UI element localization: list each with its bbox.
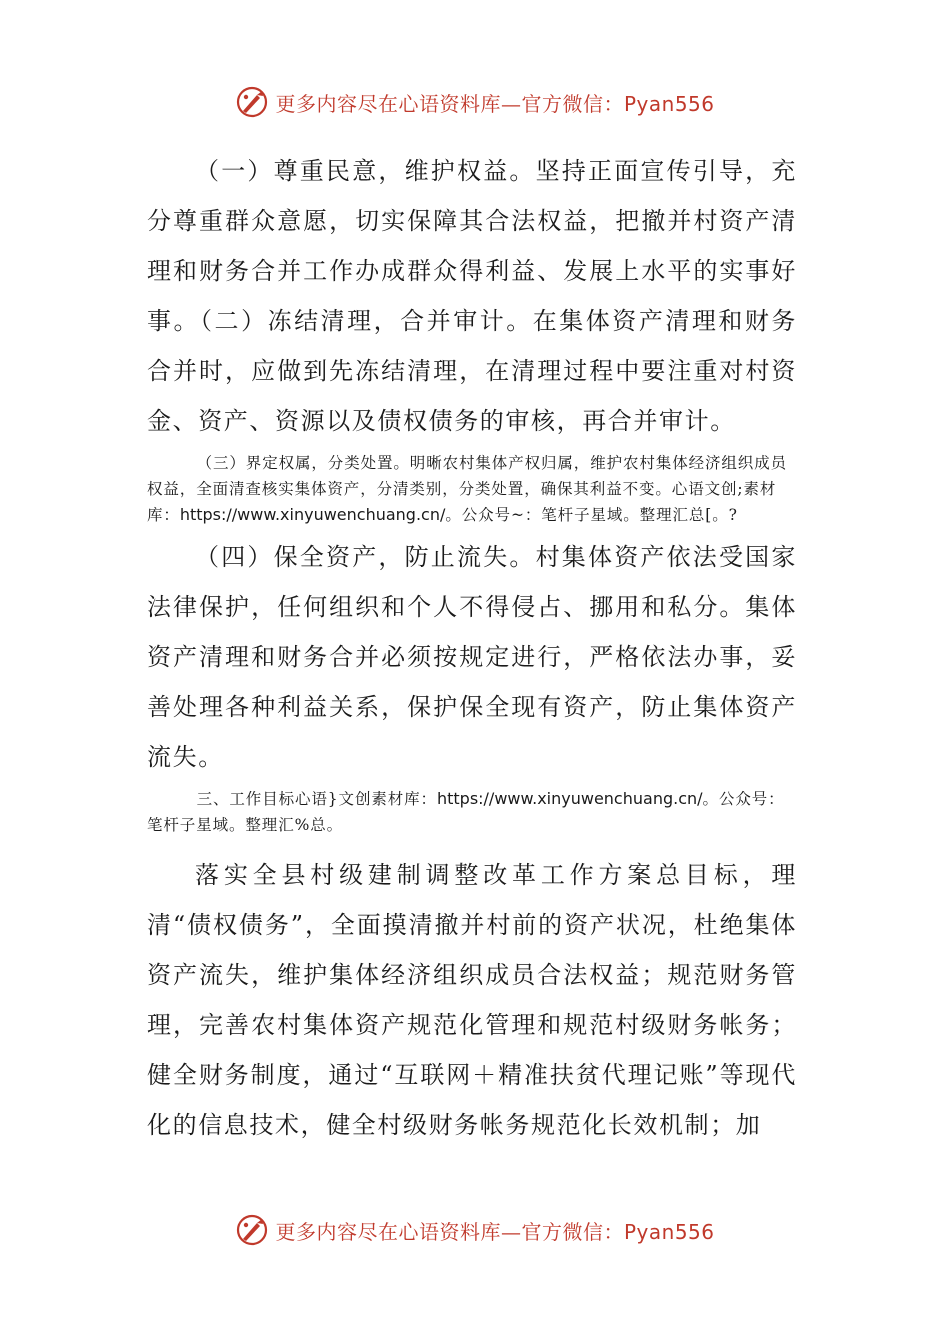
- banner-handle: Pyan556: [623, 1219, 715, 1244]
- paragraph-3: （四）保全资产，防止流失。村集体资产依法受国家法律保护，任何组织和个人不得侵占、挪用和私分。集体资产清理和财务合并必须按规定进行，严格依法办事，妥善处理各种利益关系，保护保全现有资产，防止集体资产流失。: [147, 543, 797, 771]
- paragraph-4-url: https://www.xinyuwenchuang.cn/: [436, 789, 703, 808]
- footer-banner: [0, 1210, 950, 1250]
- pen-nib-logo-icon: [235, 85, 269, 119]
- banner-title: 更多内容尽在心语资料库—官方微信：Pyan556: [275, 91, 715, 116]
- banner-title: 更多内容尽在心语资料库—官方微信：Pyan556: [275, 1219, 715, 1244]
- paragraph-5: 落实全县村级建制调整改革工作方案总目标，理清“债权债务”，全面摸清撤并村前的资产状况，杜绝集体资产流失，维护集体经济组织成员合法权益；规范财务管理，完善农村集体资产规范化管理和规范村级财务帐务；健全财务制度，通过“互联网＋精准扶贫代理记账”等现代化的信息技术，健全村级财务帐务规范化长效机制；加: [147, 861, 797, 1139]
- document-body: [147, 146, 797, 1150]
- paragraph-2: （三）界定权属，分类处置。明晰农村集体产权归属，维护农村集体经济组织成员权益，全面清查核实集体资产，分清类别，分类处置，确保其利益不变。心语文创;素材库：https://www.xinyuwenchuang.cn/。公众号~：笔杆子星域。整理汇总[。?: [147, 454, 787, 524]
- pen-nib-logo-icon: [235, 1213, 269, 1247]
- banner-handle: Pyan556: [623, 91, 715, 116]
- paragraph-2-url: https://www.xinyuwenchuang.cn/: [179, 505, 446, 524]
- paragraph-1: （一）尊重民意，维护权益。坚持正面宣传引导，充分尊重群众意愿，切实保障其合法权益，把撤并村资产清理和财务合并工作办成群众得利益、发展上水平的实事好事。（二）冻结清理，合并审计。在集体资产清理和财务合并时，应做到先冻结清理，在清理过程中要注重对村资金、资产、资源以及债权债务的审核，再合并审计。: [147, 157, 797, 435]
- header-banner: [0, 82, 950, 122]
- paragraph-4: 三、工作目标心语}文创素材库：https://www.xinyuwenchuang.cn/。公众号：笔杆子星域。整理汇%总。: [147, 789, 785, 834]
